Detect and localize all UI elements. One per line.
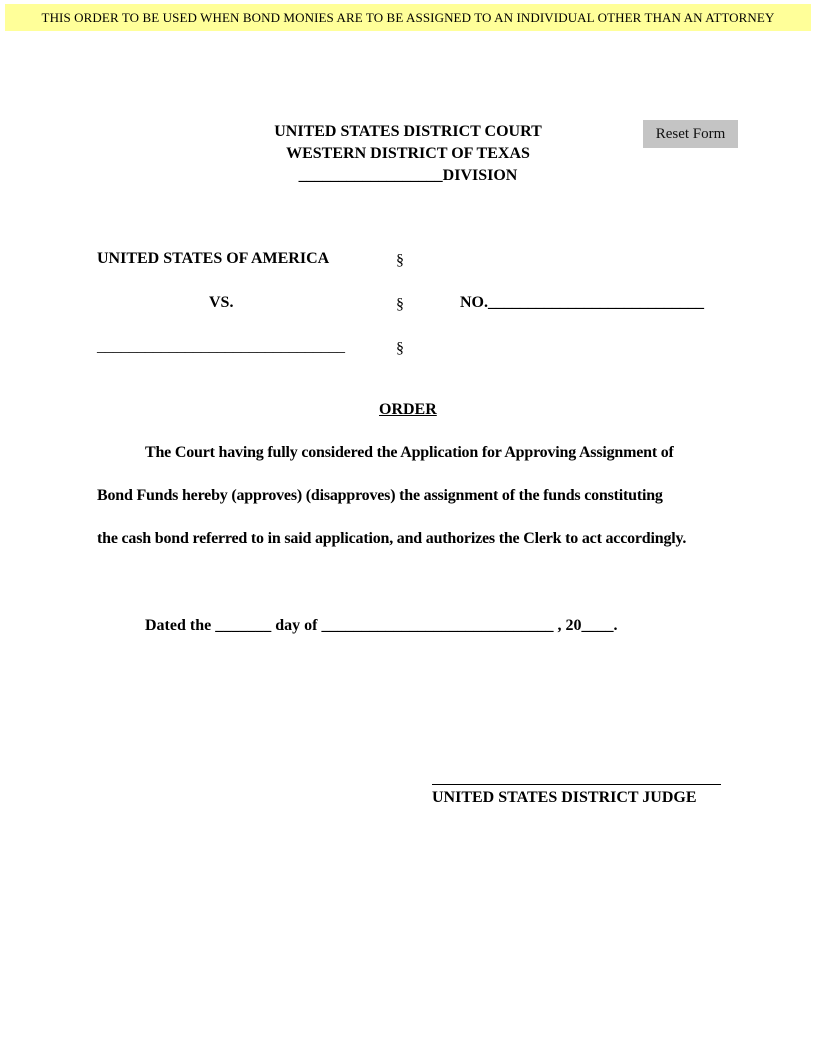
- dated-line: [145, 617, 617, 635]
- period: .: [613, 617, 618, 634]
- year-prefix: , 20: [557, 617, 582, 634]
- district-name: WESTERN DISTRICT OF TEXAS: [286, 145, 530, 162]
- division-line: [200, 165, 616, 187]
- division-blank[interactable]: __________________: [298, 167, 443, 184]
- order-title: ORDER: [379, 401, 437, 418]
- case-number-blank[interactable]: ___________________________: [488, 294, 704, 311]
- versus-label: VS.: [209, 294, 234, 311]
- order-text-line-1: The Court having fully considered the Application for Approving Assignment of: [145, 444, 674, 461]
- section-symbol: §: [396, 296, 404, 313]
- division-label: DIVISION: [442, 167, 518, 184]
- dated-prefix: Dated the: [145, 617, 212, 634]
- court-header: [200, 121, 616, 187]
- defendant-name-blank[interactable]: _______________________________: [97, 338, 345, 355]
- court-name: UNITED STATES DISTRICT COURT: [274, 123, 542, 140]
- instruction-banner: THIS ORDER TO BE USED WHEN BOND MONIES ARE TO BE ASSIGNED TO AN INDIVIDUAL OTHER THAN AN ATTORNEY: [5, 4, 811, 31]
- signature-line[interactable]: [432, 784, 721, 785]
- month-blank[interactable]: _____________________________: [321, 617, 554, 634]
- plaintiff-name: UNITED STATES OF AMERICA: [97, 250, 330, 267]
- day-blank[interactable]: _______: [215, 617, 272, 634]
- case-number-label: NO.: [460, 294, 488, 311]
- case-number-line: [460, 294, 704, 312]
- year-blank[interactable]: ____: [581, 617, 614, 634]
- judge-title: UNITED STATES DISTRICT JUDGE: [432, 789, 697, 806]
- reset-form-button[interactable]: Reset Form: [643, 120, 738, 148]
- order-text-line-2: Bond Funds hereby (approves) (disapproves) the assignment of the funds constituting: [97, 487, 663, 504]
- section-symbol: §: [396, 340, 404, 357]
- day-of-label: day of: [275, 617, 318, 634]
- section-symbol: §: [396, 252, 404, 269]
- order-text-line-3: the cash bond referred to in said application, and authorizes the Clerk to act accordingly.: [97, 530, 687, 547]
